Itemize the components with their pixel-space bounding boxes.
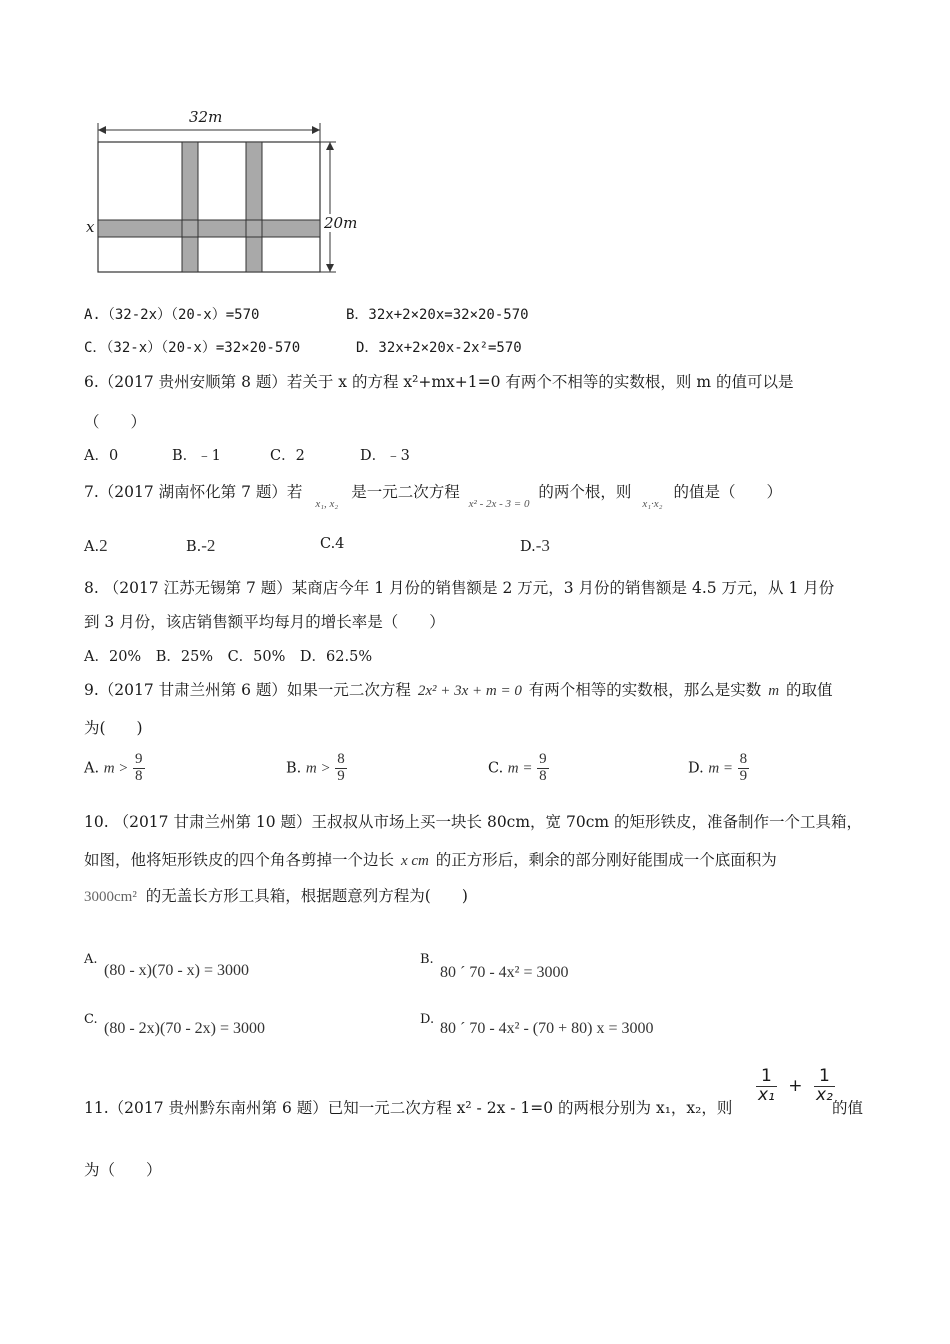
q9-option-b — [286, 752, 347, 785]
q7-product: x₁·x₂ — [642, 498, 663, 510]
q11-fraction-2-numerator: 1 — [814, 1068, 835, 1087]
q11-expression — [756, 1068, 835, 1105]
road-figure — [84, 108, 364, 280]
q9-option-c-relation: m = — [507, 760, 533, 777]
road-width-label: x — [86, 218, 95, 236]
q9-option-c-label: C. — [488, 760, 504, 777]
q11-fraction-1-numerator: 1 — [756, 1068, 777, 1087]
q10-stem-line2 — [84, 848, 777, 870]
q9-option-c-denominator: 8 — [539, 767, 547, 784]
q9-equation: 2x² + 3x + m = 0 — [417, 683, 522, 699]
q10-line2-text: 如图，他将矩形铁皮的四个角各剪掉一个边长 — [84, 851, 395, 869]
q9-option-c-numerator: 9 — [539, 751, 547, 767]
q10-option-c: (80 - 2x)(70 - 2x) = 3000 — [104, 1020, 265, 1037]
width-arrow-left — [98, 126, 106, 134]
vertical-road-2 — [246, 142, 262, 272]
q7-option-d-value: -3 — [535, 536, 550, 555]
q7-suffix: 的值是（ ） — [673, 483, 782, 501]
q10-side-length: x cm — [400, 853, 429, 869]
q9-suffix: 的取值 — [786, 681, 833, 699]
width-label: 32m — [189, 108, 223, 126]
q8-stem-line2: 到 3 月份，该店销售额平均每月的增长率是（ ） — [84, 613, 445, 631]
q9-option-d-denominator: 9 — [739, 767, 748, 784]
q10-area-value: 3000cm² — [84, 889, 137, 905]
q6-option-b: B．﹣1 — [172, 448, 221, 464]
q6-stem-line2: （ ） — [84, 413, 147, 431]
q9-mid: 有两个相等的实数根，那么是实数 — [528, 681, 762, 699]
q8-stem-line1: 8. （2017 江苏无锡第 7 题）某商店今年 1 月份的销售额是 2 万元，3 月份的销售额是 4.5 万元，从 1 月份 — [84, 579, 835, 597]
q7-option-a-value: 2 — [99, 536, 108, 555]
q10-option-d: 80 ´ 70 - 4x² - (70 + 80) x = 3000 — [440, 1020, 654, 1037]
q9-option-d-label: D. — [688, 760, 704, 777]
q11-stem — [84, 1096, 732, 1118]
q6-option-d: D．﹣3 — [360, 448, 410, 464]
q6-option-a: A．0 — [84, 448, 119, 464]
height-arrow-bottom — [326, 264, 334, 272]
q7-option-b-label: B. — [186, 539, 202, 555]
q9-option-a-label: A. — [84, 760, 100, 777]
q7-prefix: 7.（2017 湖南怀化第 7 题）若 — [84, 483, 303, 501]
q10-option-b: 80 ´ 70 - 4x² = 3000 — [440, 964, 569, 981]
q10-stem-line3 — [84, 884, 468, 906]
q9-option-b-denominator: 9 — [337, 767, 345, 784]
q10-line2-text-b: 的正方形后，剩余的部分刚好能围成一个底面积为 — [435, 851, 777, 869]
q7-mid: 是一元二次方程 — [351, 483, 460, 501]
q9-option-d-numerator: 8 — [739, 751, 748, 767]
q9-option-a-denominator: 8 — [135, 767, 143, 784]
q9-prefix: 9.（2017 甘肃兰州第 6 题）如果一元二次方程 — [84, 681, 411, 699]
q9-option-b-fraction — [335, 752, 347, 785]
height-arrow-top — [326, 142, 334, 150]
q7-option-c: C.4 — [320, 536, 345, 552]
height-label: 20m — [324, 214, 358, 232]
q11-fraction-1-denominator: x₁ — [758, 1084, 775, 1105]
q10-option-d-label: D. — [420, 1012, 435, 1027]
q7-option-d-label: D. — [520, 539, 536, 555]
q6-option-c: C．2 — [270, 448, 305, 464]
width-arrow-right — [312, 126, 320, 134]
q9-stem — [84, 678, 833, 700]
horizontal-road — [98, 220, 320, 237]
q7-stem — [84, 480, 782, 510]
q11-suffix: 的值 — [832, 1099, 864, 1117]
q10-option-b-label: B. — [420, 952, 434, 967]
q9-stem-line2: 为( ) — [84, 719, 143, 737]
q10-stem-line1: 10. （2017 甘肃兰州第 10 题）王叔叔从市场上买一块长 80cm，宽 70cm 的矩形铁皮，准备制作一个工具箱， — [84, 813, 863, 831]
q11-stem-line2: 为（ ） — [84, 1161, 162, 1179]
q11-plus: + — [788, 1076, 803, 1097]
q9-option-d-relation: m = — [708, 760, 734, 777]
road-figure-svg — [84, 108, 364, 280]
vertical-road-1 — [182, 142, 198, 272]
q11-fraction-2-denominator: x₂ — [815, 1084, 833, 1105]
q9-var: m — [768, 683, 780, 699]
q5-option-d: D．32x+2×20x-2x²=570 — [356, 340, 522, 356]
q7-option-d — [520, 536, 550, 556]
q9-option-d — [688, 752, 749, 785]
q10-option-c-label: C. — [84, 1012, 98, 1027]
q11-fraction-1 — [756, 1068, 777, 1105]
q9-option-a — [84, 752, 145, 785]
q7-option-b — [186, 536, 215, 556]
q9-option-b-relation: m > — [305, 760, 331, 777]
q10-option-a-label: A. — [84, 952, 98, 967]
q7-equation: x² - 2x - 3 = 0 — [468, 498, 530, 510]
q10-option-a: (80 - x)(70 - x) = 3000 — [104, 962, 249, 979]
q9-option-c — [488, 752, 549, 785]
q9-option-a-fraction — [133, 752, 145, 785]
q7-option-a — [84, 536, 108, 556]
q5-option-c: C．（32-x）（20-x）=32×20-570 — [84, 340, 301, 356]
q9-option-c-fraction — [537, 752, 549, 785]
q7-mid2: 的两个根，则 — [538, 483, 632, 501]
q8-options: A．20% B．25% C．50% D．62.5% — [84, 649, 373, 665]
q7-option-b-value: -2 — [201, 536, 216, 555]
q7-option-a-label: A. — [84, 539, 100, 555]
q9-option-b-label: B. — [286, 760, 302, 777]
q7-roots: x₁, x₂ — [315, 498, 339, 510]
q5-option-b: B．32x+2×20x=32×20-570 — [346, 307, 529, 323]
q9-option-a-relation: m > — [103, 760, 129, 777]
q10-line3-text: 的无盖长方形工具箱，根据题意列方程为( ) — [145, 887, 468, 905]
q5-option-a: A.（32-2x）（20-x）=570 — [84, 307, 260, 323]
q11-prefix: 11.（2017 贵州黔东南州第 6 题）已知一元二次方程 x² - 2x - 1=0 的两根分别为 x₁，x₂，则 — [84, 1099, 733, 1117]
q6-stem-line1: 6.（2017 贵州安顺第 8 题）若关于 x 的方程 x²+mx+1=0 有两个不相等的实数根，则 m 的值可以是 — [84, 373, 794, 391]
q9-option-a-numerator: 9 — [135, 751, 143, 767]
field-rect — [98, 142, 320, 272]
q9-option-b-numerator: 8 — [337, 751, 345, 767]
q9-option-d-fraction — [738, 752, 750, 785]
